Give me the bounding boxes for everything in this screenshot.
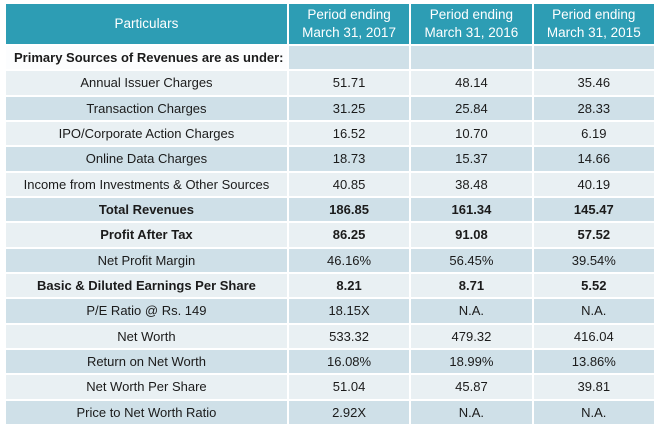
row-label: Return on Net Worth [6,350,287,373]
table-row [6,173,654,196]
row-value: N.A. [411,401,531,424]
row-value: 91.08 [411,223,531,246]
row-value: 13.86% [534,350,654,373]
row-value: 18.15X [289,299,409,322]
row-value: 5.52 [534,274,654,297]
header-row [6,4,654,44]
table-row [6,375,654,398]
row-value: 38.48 [411,173,531,196]
row-value: 533.32 [289,325,409,348]
row-value: 46.16% [289,249,409,272]
row-value: 57.52 [534,223,654,246]
row-value: N.A. [411,299,531,322]
table-body [6,46,654,424]
row-value: 16.52 [289,122,409,145]
column-header-particulars [6,4,287,44]
row-value: 8.71 [411,274,531,297]
row-value: 479.32 [411,325,531,348]
table-row [6,274,654,297]
row-label: Basic & Diluted Earnings Per Share [6,274,287,297]
row-label: Annual Issuer Charges [6,71,287,94]
table-row [6,223,654,246]
column-header-period-2017 [289,4,409,44]
column-header-label: Particulars [114,16,179,32]
column-header-label-line2: March 31, 2016 [424,25,519,40]
row-value: 2.92X [289,401,409,424]
row-value [411,46,531,69]
row-value: 48.14 [411,71,531,94]
row-value: 18.73 [289,147,409,170]
row-value: 28.33 [534,97,654,120]
row-value: 25.84 [411,97,531,120]
table-row [6,147,654,170]
row-label: P/E Ratio @ Rs. 149 [6,299,287,322]
row-value [289,46,409,69]
table-row [6,46,654,69]
row-value: 40.85 [289,173,409,196]
row-label: Online Data Charges [6,147,287,170]
table-row [6,97,654,120]
table-row [6,198,654,221]
row-value: 51.04 [289,375,409,398]
row-label: Primary Sources of Revenues are as under: [6,46,287,69]
row-value: 35.46 [534,71,654,94]
row-value: 56.45% [411,249,531,272]
financials-table [4,2,656,426]
row-value: 8.21 [289,274,409,297]
column-header-period-2016 [411,4,531,44]
row-label: Income from Investments & Other Sources [6,173,287,196]
row-label: Net Worth Per Share [6,375,287,398]
table-row [6,71,654,94]
table-row [6,325,654,348]
table-header [6,4,654,44]
table-row [6,122,654,145]
column-header-label-line1: Period ending [552,7,636,23]
row-value: 416.04 [534,325,654,348]
row-value: N.A. [534,299,654,322]
row-value: 86.25 [289,223,409,246]
row-value: 39.54% [534,249,654,272]
row-value: 18.99% [411,350,531,373]
row-label: IPO/Corporate Action Charges [6,122,287,145]
row-label: Profit After Tax [6,223,287,246]
row-value: 16.08% [289,350,409,373]
row-value: 14.66 [534,147,654,170]
row-value: 145.47 [534,198,654,221]
column-header-label-line1: Period ending [307,7,391,23]
column-header-label-line2: March 31, 2015 [546,25,641,40]
row-value: 161.34 [411,198,531,221]
table-row [6,299,654,322]
column-header-period-2015 [534,4,654,44]
table-row [6,401,654,424]
column-header-label-line1: Period ending [429,7,514,23]
row-value: 51.71 [289,71,409,94]
column-header-label-line2: March 31, 2017 [302,25,396,40]
row-label: Net Profit Margin [6,249,287,272]
table-row [6,350,654,373]
row-label: Transaction Charges [6,97,287,120]
row-label: Price to Net Worth Ratio [6,401,287,424]
row-value: 31.25 [289,97,409,120]
row-value: 15.37 [411,147,531,170]
row-value: 10.70 [411,122,531,145]
row-value: N.A. [534,401,654,424]
row-value [534,46,654,69]
row-label: Net Worth [6,325,287,348]
table-row [6,249,654,272]
row-value: 6.19 [534,122,654,145]
row-value: 40.19 [534,173,654,196]
row-value: 45.87 [411,375,531,398]
row-label: Total Revenues [6,198,287,221]
row-value: 186.85 [289,198,409,221]
row-value: 39.81 [534,375,654,398]
